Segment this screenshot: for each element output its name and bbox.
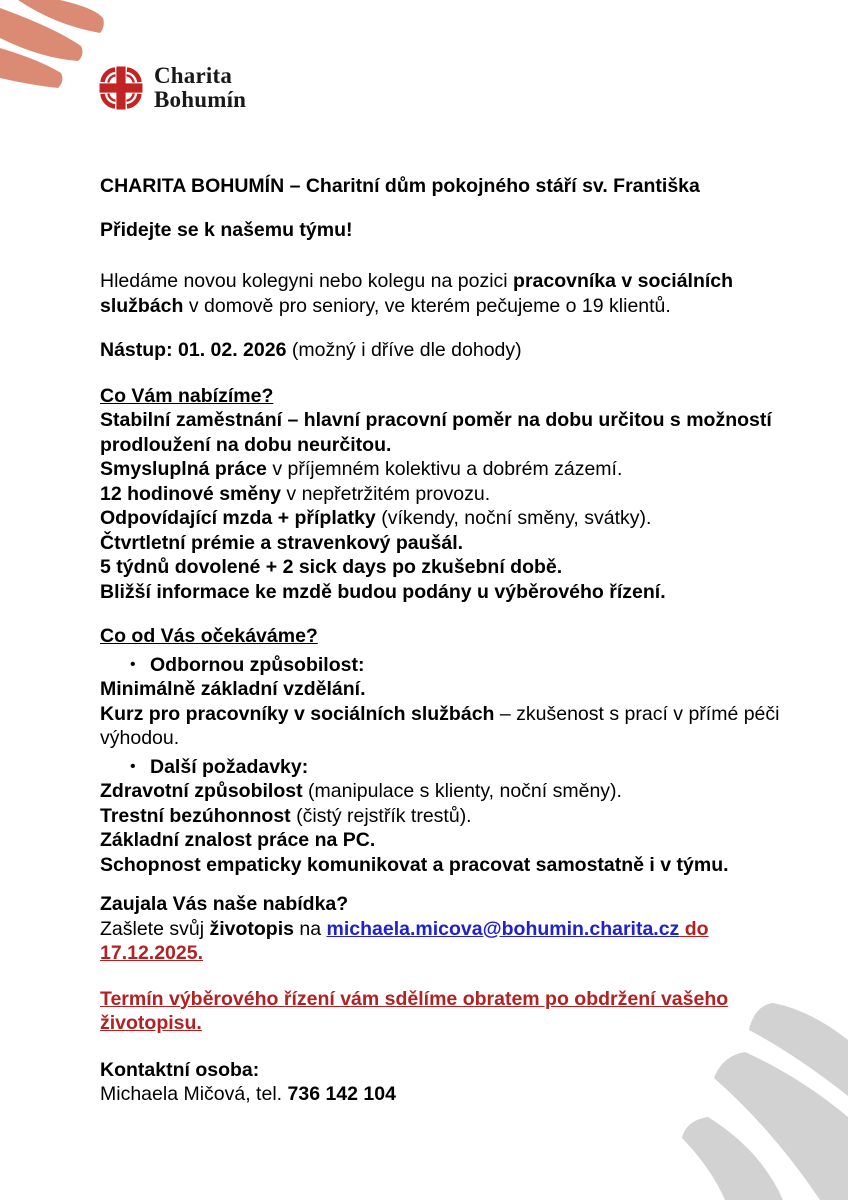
text-run: Trestní bezúhonnost — [100, 804, 291, 827]
text-run: Kontaktní osoba: — [100, 1058, 260, 1081]
offer-line-3 — [100, 482, 790, 507]
bullet-marker: • — [130, 655, 136, 673]
text-run: CHARITA BOHUMÍN – Charitní dům pokojného stáří sv. Františka — [100, 175, 700, 197]
contact-heading — [100, 1058, 790, 1083]
text-run: (možný i dříve dle dohody) — [286, 339, 522, 361]
charita-logo — [98, 64, 246, 112]
expect-line-1 — [100, 677, 790, 702]
logo-text-line2: Bohumín — [154, 87, 247, 112]
text-run: 736 142 104 — [287, 1083, 396, 1105]
text-run: Další požadavky: — [150, 755, 309, 778]
text-run: Zašlete svůj — [100, 917, 210, 940]
text-run: Kurz pro pracovníky v sociálních službách — [100, 702, 495, 725]
text-run: Zdravotní způsobilost — [100, 780, 303, 802]
subtitle — [100, 218, 790, 243]
text-run: 12 hodinové směny — [100, 482, 281, 505]
text-run: Co Vám nabízíme? — [100, 384, 274, 407]
text-run: Čtvrtletní prémie a stravenkový paušál. — [100, 531, 464, 554]
text-run: (manipulace s klienty, noční směny). — [302, 780, 622, 802]
text-run: Odpovídající mzda + příplatky — [100, 507, 376, 529]
text-run: (víkendy, noční směny, svátky). — [375, 507, 652, 529]
text-run: službách — [100, 294, 184, 317]
text-run: Co od Vás očekáváme? — [100, 625, 318, 647]
caritas-cross-icon — [98, 64, 144, 112]
text-run: Minimálně základní vzdělání. — [100, 678, 366, 700]
logo-text-line1: Charita — [154, 63, 233, 88]
text-run: Bližší informace ke mzdě budou podány u výběrového řízení. — [100, 580, 666, 603]
text-run: prodloužení na dobu neurčitou. — [100, 433, 392, 456]
expect-line-3 — [100, 779, 790, 804]
section-heading-expect — [100, 624, 790, 649]
deadline-note — [100, 987, 790, 1036]
text-run: životopis — [209, 917, 294, 940]
text-run: Odbornou způsobilost: — [150, 653, 365, 676]
text-run: Schopnost empaticky komunikovat a pracovat samostatně i v týmu. — [100, 853, 729, 876]
text-run: Termín výběrového řízení vám sdělíme obratem po obdržení vašeho životopisu. — [100, 987, 729, 1034]
expect-line-2a — [100, 702, 790, 727]
cta-heading — [100, 892, 790, 917]
text-run: Nástup: 01. 02. 2026 — [100, 339, 287, 361]
text-run: Michaela Mičová, tel. — [100, 1083, 288, 1105]
text-run: v příjemném kolektivu a dobrém zázemí. — [266, 458, 623, 480]
text-run: Hledáme novou kolegyni nebo kolegu na pozici — [100, 270, 514, 292]
text-run: (čistý rejstřík trestů). — [290, 804, 472, 827]
expect-line-4 — [100, 804, 790, 829]
contact-line — [100, 1082, 790, 1107]
start-date-line — [100, 338, 790, 363]
text-run: výhodou. — [100, 727, 180, 749]
offer-line-1b — [100, 433, 790, 458]
text-run: v nepřetržitém provozu. — [280, 482, 491, 505]
intro-line-2 — [100, 294, 790, 319]
bullet-qualification — [100, 653, 790, 678]
text-run: pracovníka v sociálních — [513, 270, 734, 292]
text-run: Zaujala Vás naše nabídka? — [100, 893, 349, 915]
text-run: – zkušenost s prací v přímé péči — [494, 702, 780, 725]
section-heading-offer — [100, 384, 790, 409]
text-run: do 17.12.2025. — [100, 917, 709, 964]
title — [100, 174, 790, 199]
expect-line-2b — [100, 726, 790, 751]
text-run: Základní znalost práce na PC. — [100, 829, 376, 851]
text-run: Přidejte se k našemu týmu! — [100, 218, 353, 241]
offer-line-6 — [100, 555, 790, 580]
cta-line — [100, 917, 790, 966]
text-run: v domově pro seniory, ve kterém pečujeme o 19 klientů. — [183, 294, 671, 317]
expect-line-6 — [100, 853, 790, 878]
offer-line-2 — [100, 457, 790, 482]
offer-line-1a — [100, 408, 790, 433]
email-link[interactable]: michaela.micova@bohumin.charita.cz — [326, 917, 680, 940]
text-run: na — [293, 917, 327, 940]
text-run: 5 týdnů dovolené + 2 sick days po zkušební době. — [100, 556, 563, 578]
bullet-marker: • — [130, 757, 136, 775]
text-run: Stabilní zaměstnání – hlavní pracovní poměr na dobu určitou s možností — [100, 409, 772, 431]
logo-text — [154, 64, 246, 112]
expect-line-5 — [100, 828, 790, 853]
offer-line-4 — [100, 506, 790, 531]
intro-line-1 — [100, 269, 790, 294]
document-body — [100, 174, 790, 1107]
offer-line-7 — [100, 580, 790, 605]
bullet-requirements — [100, 755, 790, 780]
text-run: Smysluplná práce — [100, 458, 267, 480]
offer-line-5 — [100, 531, 790, 556]
